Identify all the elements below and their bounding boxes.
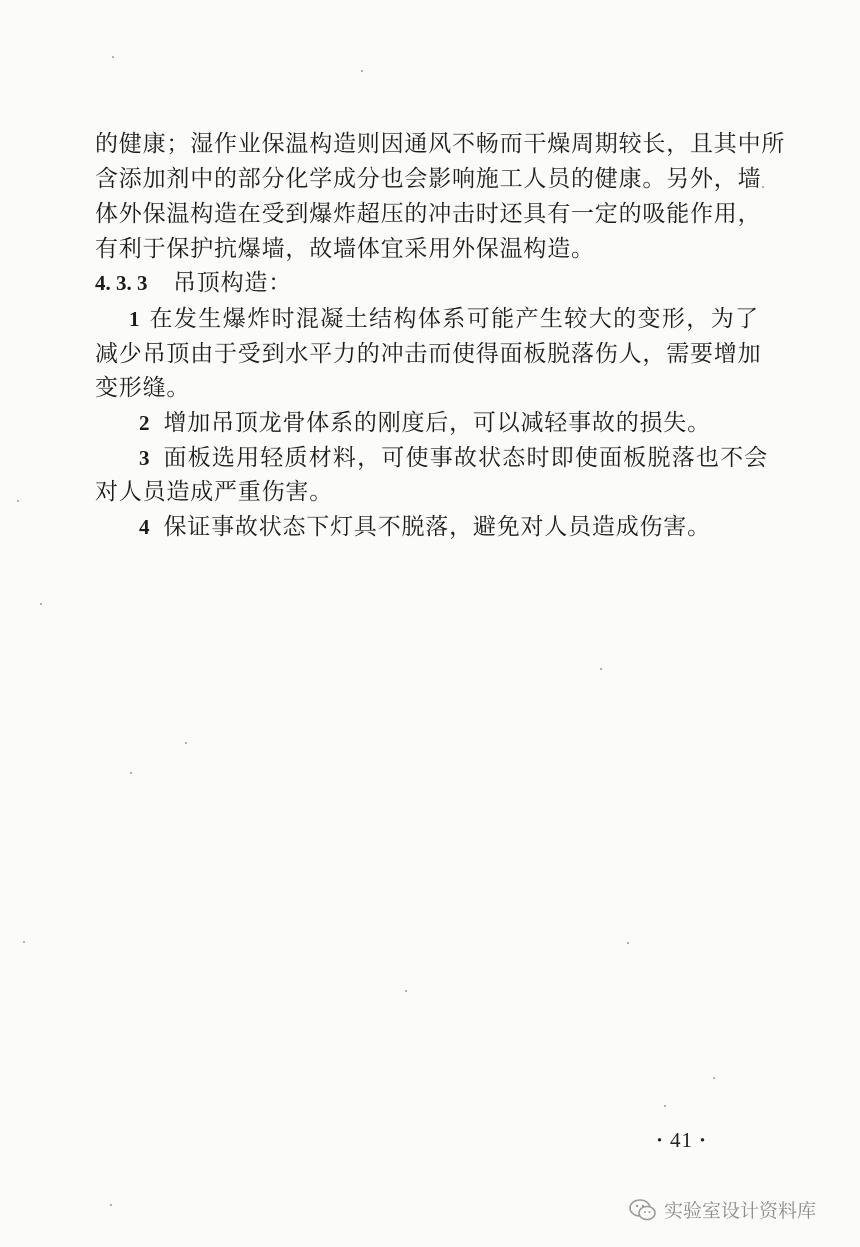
list-item-1-line: 变形缝。 xyxy=(95,375,191,401)
scan-speck xyxy=(405,990,407,992)
scan-speck xyxy=(185,742,187,744)
item-number: 1 xyxy=(129,307,140,331)
paragraph-line: 含添加剂中的部分化学成分也会影响施工人员的健康。另外，墙 xyxy=(95,166,762,192)
scan-speck xyxy=(112,56,114,58)
list-item-2-line xyxy=(139,408,711,438)
item-number: 3 xyxy=(139,446,150,470)
scan-speck xyxy=(23,941,25,943)
scan-speck xyxy=(110,1204,112,1206)
section-heading xyxy=(95,268,292,298)
scan-speck xyxy=(762,186,764,188)
item-number: 4 xyxy=(139,515,150,539)
list-item-4-line xyxy=(139,512,711,542)
scan-speck xyxy=(600,668,602,670)
scan-speck xyxy=(361,70,363,72)
page-number-dot: · xyxy=(699,1128,708,1152)
page-number-value: 41 xyxy=(670,1128,694,1152)
watermark-text: 实验室设计资料库 xyxy=(664,1200,817,1222)
paragraph-line: 有利于保护抗爆墙，故墙体宜采用外保温构造。 xyxy=(95,236,595,262)
item-number: 2 xyxy=(139,411,150,435)
paragraph-line: 的健康；湿作业保温构造则因通风不畅而干燥周期较长，且其中所 xyxy=(95,131,786,157)
scan-speck xyxy=(130,772,132,774)
list-item-3-line: 对人员造成严重伤害。 xyxy=(95,479,333,505)
list-item-3-line xyxy=(139,443,769,473)
scan-speck xyxy=(17,500,19,502)
paragraph-line: 体外保温构造在受到爆炸超压的冲击时还具有一定的吸能作用， xyxy=(95,201,762,227)
scan-speck xyxy=(713,1077,715,1079)
list-item-1-line: 减少吊顶由于受到水平力的冲击而使得面板脱落伤人，需要增加 xyxy=(95,341,762,367)
item-text: 面板选用轻质材料，可使事故状态时即使面板脱落也不会 xyxy=(163,445,769,471)
item-text: 在发生爆炸时混凝土结构体系可能产生较大的变形，为了 xyxy=(149,306,760,332)
section-title: 吊顶构造： xyxy=(173,270,292,296)
wechat-icon xyxy=(628,1197,658,1223)
item-text: 保证事故状态下灯具不脱落，避免对人员造成伤害。 xyxy=(163,514,711,540)
scan-speck xyxy=(40,603,42,605)
watermark xyxy=(628,1196,816,1223)
page-number xyxy=(650,1128,713,1153)
page-number-dot: · xyxy=(656,1128,665,1152)
scan-speck xyxy=(664,1105,666,1107)
scan-speck xyxy=(627,942,629,944)
item-text: 增加吊顶龙骨体系的刚度后，可以减轻事故的损失。 xyxy=(163,410,711,436)
section-number: 4. 3. 3 xyxy=(95,271,148,295)
list-item-1-line xyxy=(129,304,760,334)
